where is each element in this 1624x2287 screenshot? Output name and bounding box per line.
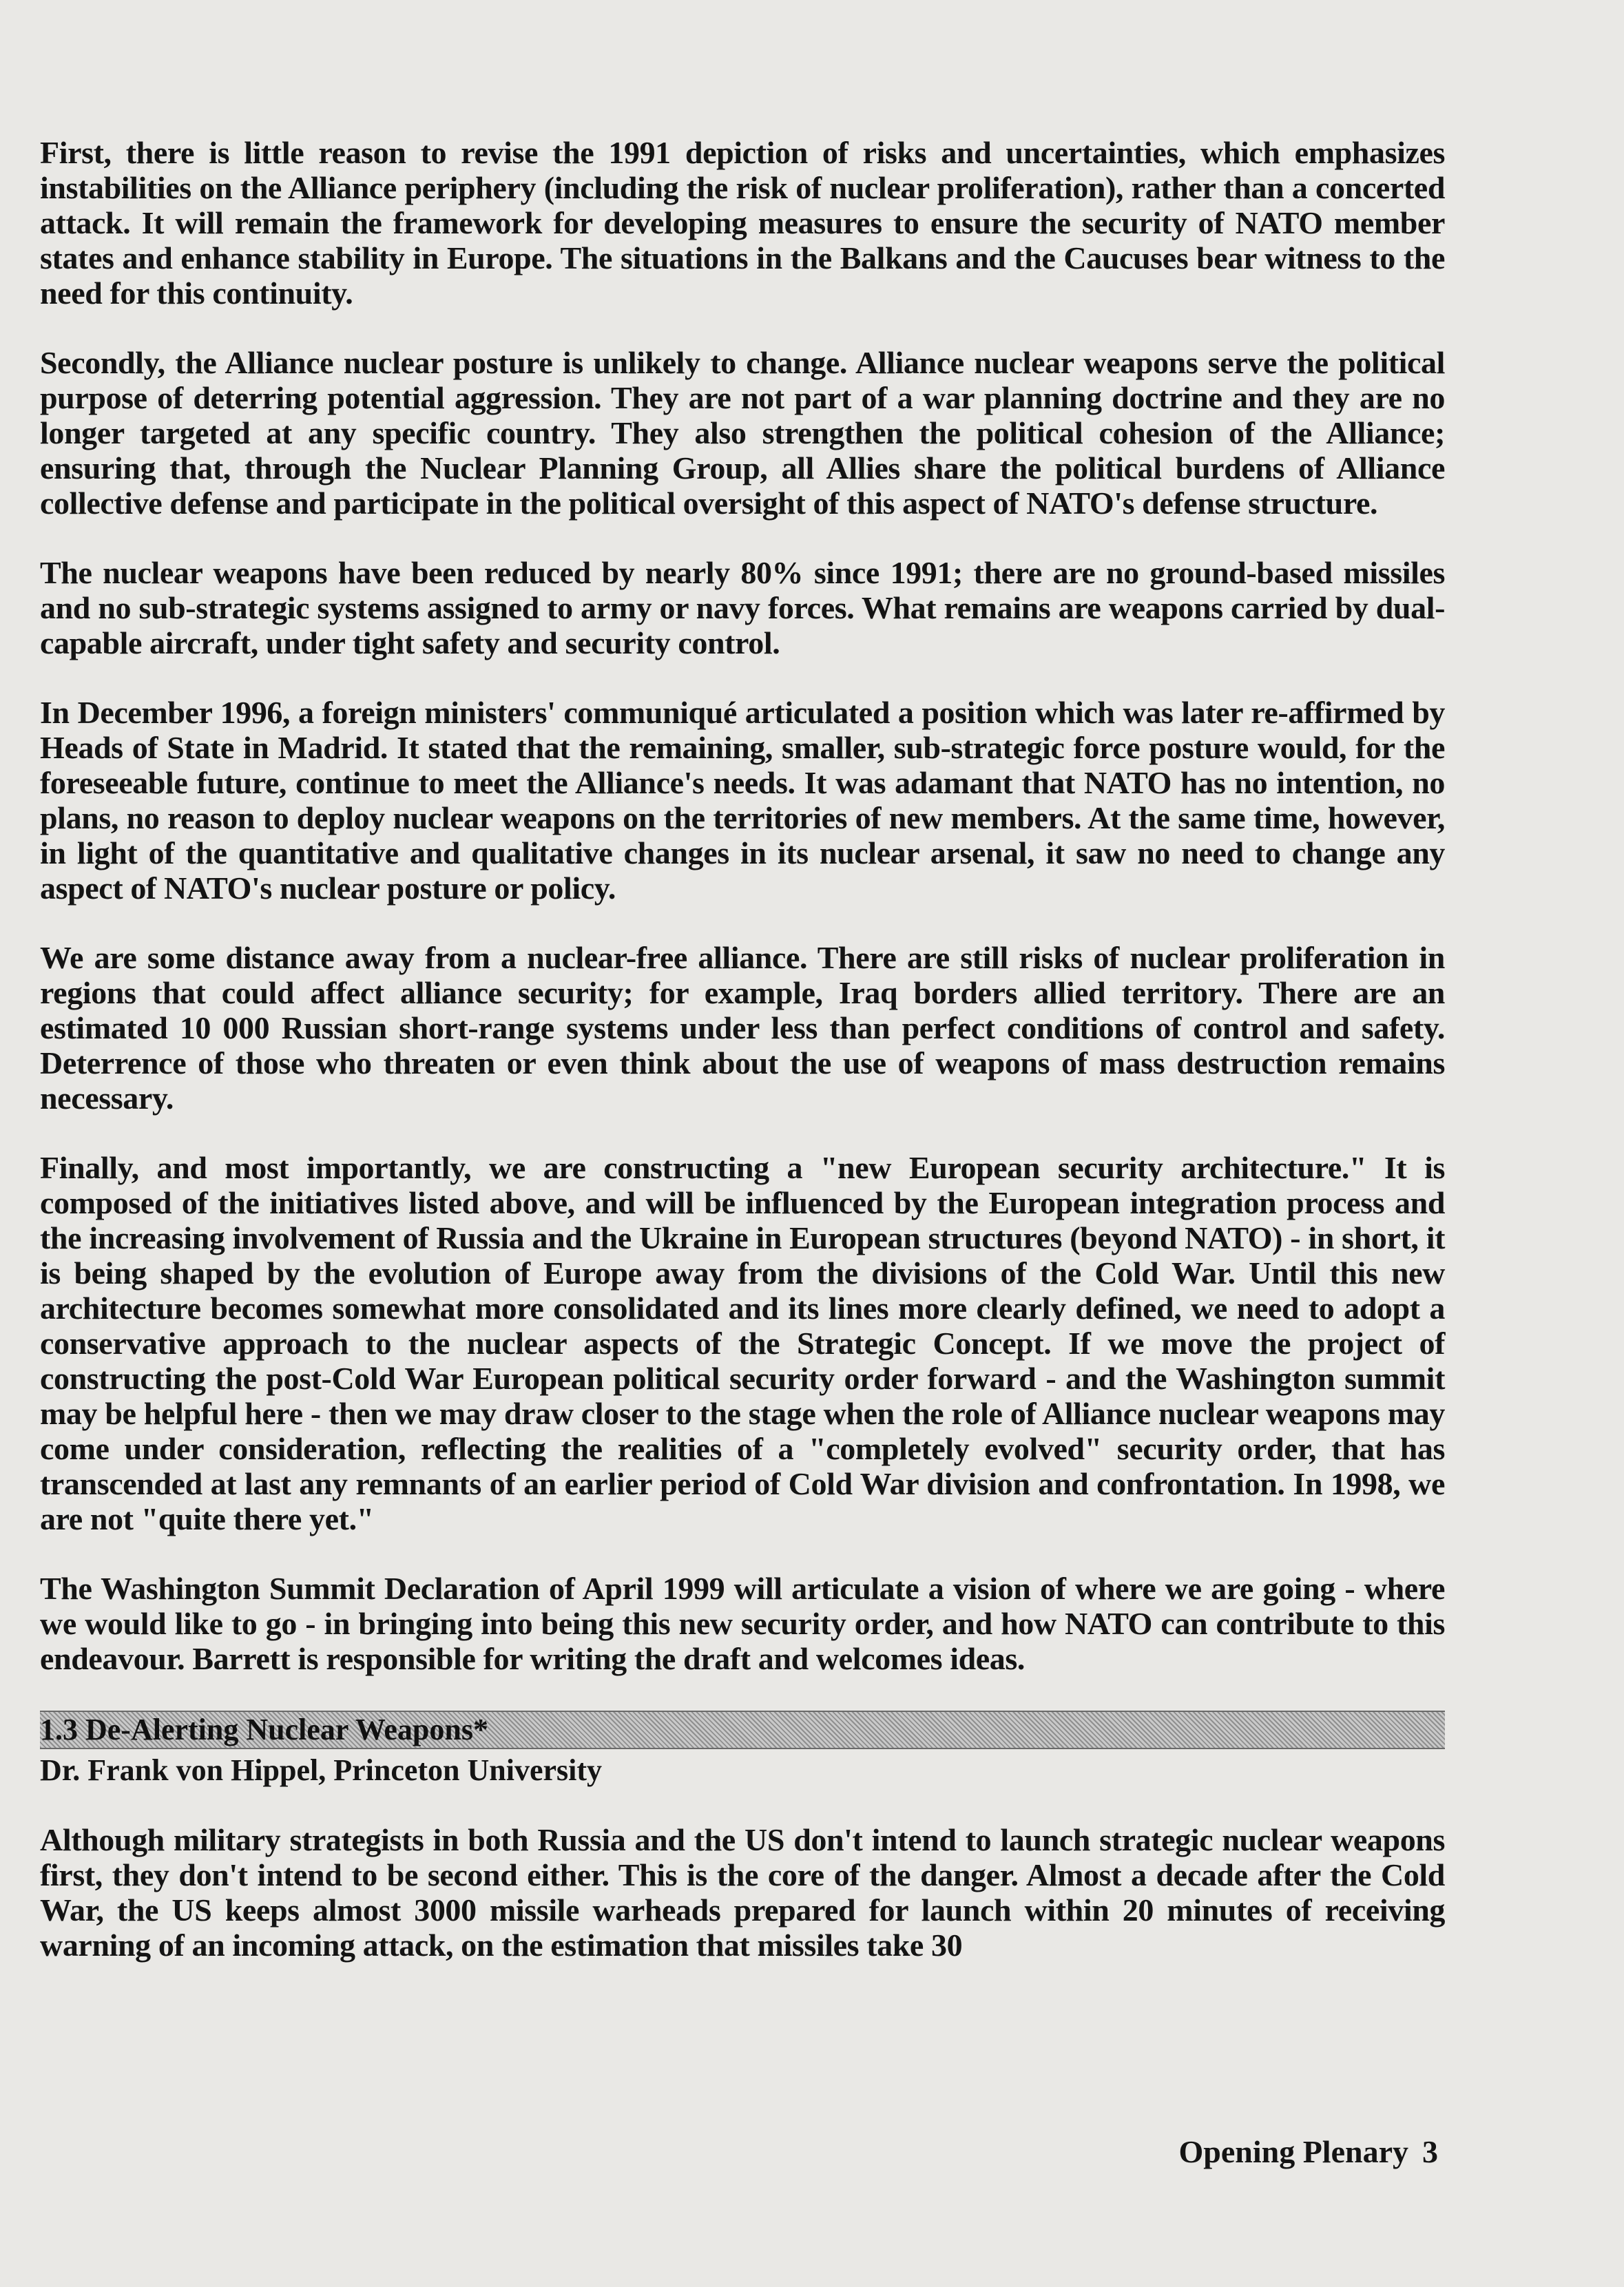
paragraph-nuclear-posture: Secondly, the Alliance nuclear posture is unlikely to change. Alliance nuclear weapons serve the political purpose of deterring potential aggression. They are not part of a war planning doctrine and they are no longer targeted at any specific country. They also strengthen the political cohesion of the Alliance; ensuring that, through the Nuclear Planning Group, all Allies share the political burdens of Alliance collective defense and participate in the political oversight of this aspect of NATO's defense structure. <box>40 345 1445 521</box>
document-page <box>40 135 1445 1997</box>
section-heading: 1.3 De-Alerting Nuclear Weapons* <box>40 1713 488 1746</box>
paragraph-de-alerting: Although military strategists in both Russia and the US don't intend to launch strategic nuclear weapons first, they don't intend to be second either. This is the core of the danger. Almost a decade after the Cold War, the US keeps almost 3000 missile warheads prepared for launch within 20 minutes of receiving warning of an incoming attack, on the estimation that missiles take 30 <box>40 1822 1445 1963</box>
paragraph-risks: First, there is little reason to revise the 1991 depiction of risks and uncertainties, which emphasizes instabilities on the Alliance periphery (including the risk of nuclear proliferation), rather than a concerted attack. It will remain the framework for developing measures to ensure the security of NATO member states and enhance stability in Europe. The situations in the Balkans and the Caucuses bear witness to the need for this continuity. <box>40 135 1445 311</box>
page-number: 3 <box>1422 2134 1438 2169</box>
paragraph-communique: In December 1996, a foreign ministers' communiqué articulated a position which was later re-affirmed by Heads of State in Madrid. It stated that the remaining, smaller, sub-strategic force posture would, for the foreseeable future, continue to meet the Alliance's needs. It was adamant that NATO has no intention, no plans, no reason to deploy nuclear weapons on the territories of new members. At the same time, however, in light of the quantitative and qualitative changes in its nuclear arsenal, it saw no need to change any aspect of NATO's nuclear posture or policy. <box>40 695 1445 906</box>
section-heading-bar <box>40 1711 1445 1749</box>
paragraph-reductions: The nuclear weapons have been reduced by nearly 80% since 1991; there are no ground-based missiles and no sub-strategic systems assigned to army or navy forces. What remains are weapons carried by dual-capable aircraft, under tight safety and security control. <box>40 555 1445 660</box>
paragraph-washington-summit: The Washington Summit Declaration of April 1999 will articulate a vision of where we are going - where we would like to go - in bringing into being this new security order, and how NATO can contribute to this endeavour. Barrett is responsible for writing the draft and welcomes ideas. <box>40 1571 1445 1676</box>
paragraph-security-architecture: Finally, and most importantly, we are constructing a "new European security architecture." It is composed of the initiatives listed above, and will be influenced by the European integration process and the increasing involvement of Russia and the Ukraine in European structures (beyond NATO) - in short, it is being shaped by the evolution of Europe away from the divisions of the Cold War. Until this new architecture becomes somewhat more consolidated and its lines more clearly defined, we need to adopt a conservative approach to the nuclear aspects of the Strategic Concept. If we move the project of constructing the post-Cold War European political security order forward - and the Washington summit may be helpful here - then we may draw closer to the stage when the role of Alliance nuclear weapons may come under consideration, reflecting the realities of a "completely evolved" security order, that has transcended at last any remnants of an earlier period of Cold War division and confrontation. In 1998, we are not "quite there yet." <box>40 1150 1445 1536</box>
paragraph-nuclear-free: We are some distance away from a nuclear-free alliance. There are still risks of nuclear proliferation in regions that could affect alliance security; for example, Iraq borders allied territory. There are an estimated 10 000 Russian short-range systems under less than perfect conditions of control and safety. Deterrence of those who threaten or even think about the use of weapons of mass destruction remains necessary. <box>40 940 1445 1116</box>
footer-label: Opening Plenary <box>1178 2134 1408 2169</box>
section-author: Dr. Frank von Hippel, Princeton University <box>40 1753 603 1787</box>
page-footer <box>1178 2133 1438 2170</box>
